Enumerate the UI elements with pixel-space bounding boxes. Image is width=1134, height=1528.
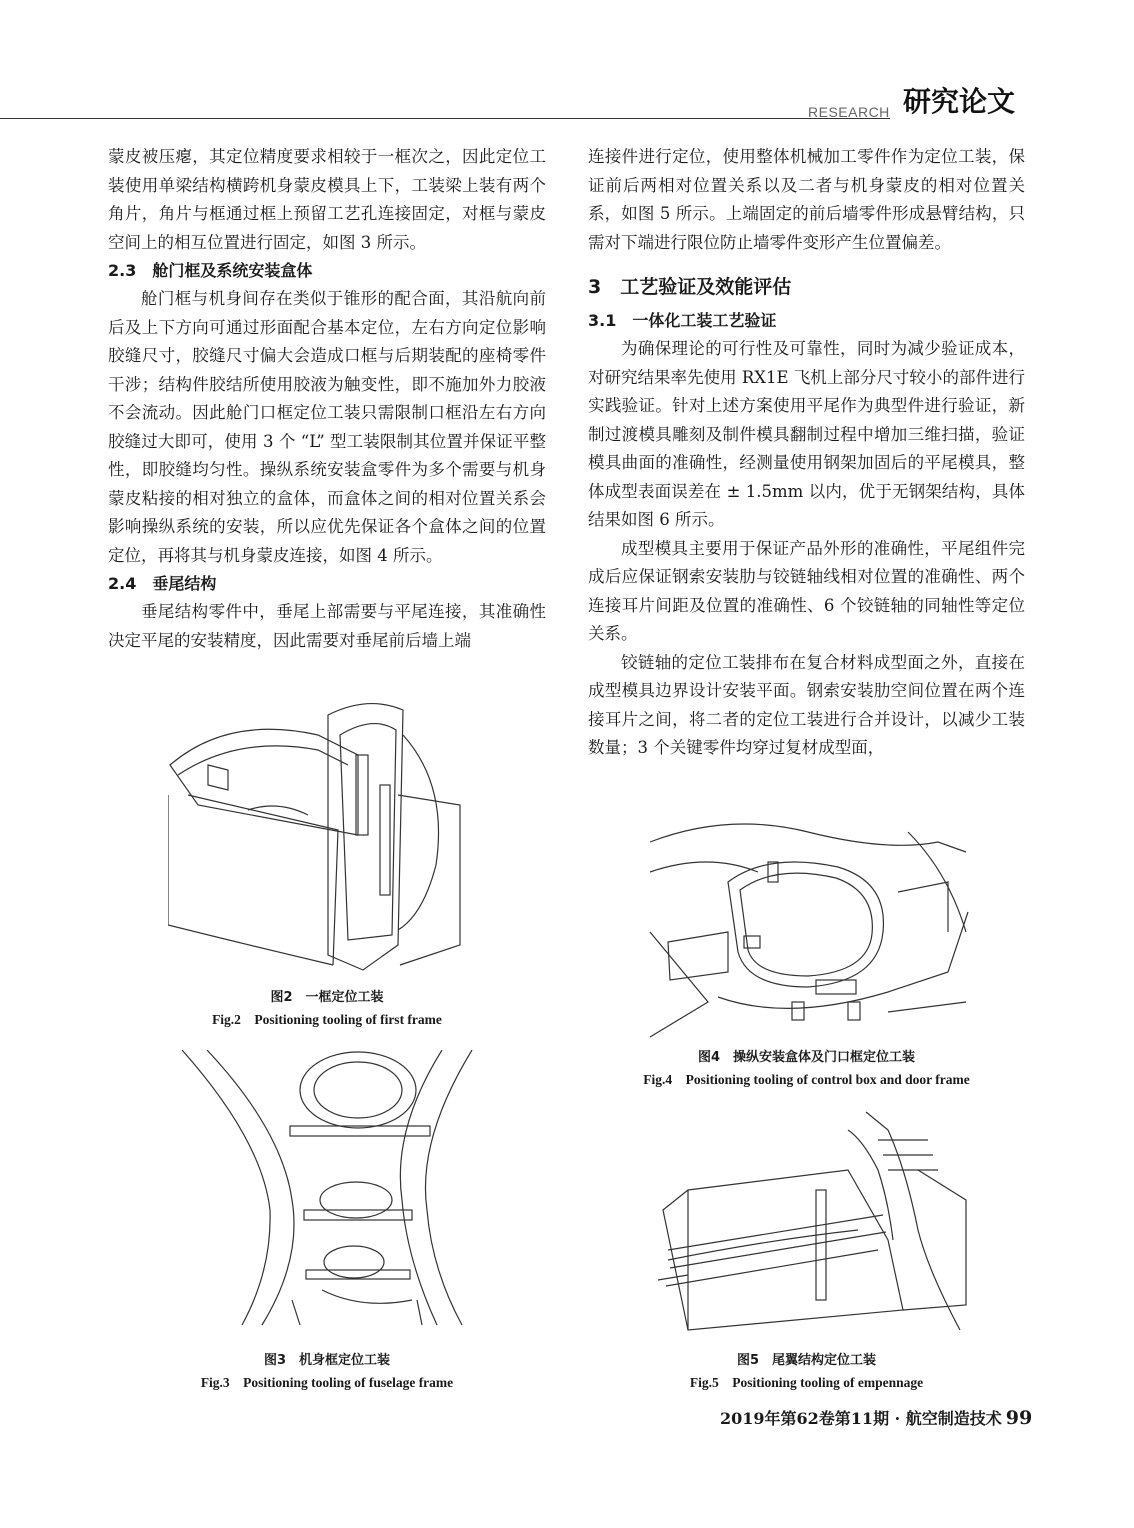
figure-2-caption-en: Fig.2 Positioning tooling of first frame (212, 1012, 442, 1027)
figure-2-drawing (168, 695, 464, 973)
figure-4-drawing (648, 812, 970, 1040)
right-column (588, 143, 1025, 763)
figure-4-caption-en: Fig.4 Positioning tooling of control box and door frame (643, 1072, 970, 1087)
figure-5-caption-cn: 图5 尾翼结构定位工装 (736, 1353, 877, 1368)
figure-3-caption-cn: 图3 机身框定位工装 (263, 1353, 391, 1368)
figure-2-caption (108, 987, 546, 1031)
right-paragraph-2: 为确保理论的可行性及可靠性，同时为减少验证成本，对研究结果率先使用 RX1E 飞机上部分尺寸较小的部件进行实践验证。针对上述方案使用平尾作为典型件进行验证，新制过渡模具雕刻及制件模具翻制过程中增加三维扫描，验证模具曲面的准确性，经测量使用钢架加固后的平尾模具，整体成型表面误差在 ± 1.5mm 以内，优于无钢架结构，具体结果如图 6 所示。 (588, 339, 1025, 529)
left-column (108, 143, 546, 655)
figure-5-caption-en: Fig.5 Positioning tooling of empennage (689, 1375, 924, 1390)
right-paragraph-3: 成型模具主要用于保证产品外形的准确性，平尾组件完成后应保证钢索安装肋与铰链轴线相对位置的准确性、两个连接耳片间距及位置的准确性、6 个铰链轴的同轴性等定位关系。 (588, 538, 1025, 643)
right-paragraph-1: 连接件进行定位，使用整体机械加工零件作为定位工装，保证前后两相对位置关系以及二者与机身蒙皮的相对位置关系，如图 5 所示。上端固定的前后墙零件形成悬臂结构，只需对下端进行限位防止墙零件变形产生位置偏差。 (588, 147, 1025, 252)
figure-2-caption-cn: 图2 一框定位工装 (270, 990, 384, 1005)
figure-5-caption (588, 1350, 1025, 1394)
figure-4-caption-cn: 图4 操纵安装盒体及门口框定位工装 (697, 1050, 916, 1065)
figure-3-caption-en: Fig.3 Positioning tooling of fuselage frame (200, 1375, 454, 1390)
heading-2-3: 2.3 舱门框及系统安装盒体 (108, 261, 313, 280)
page-number: 99 (1005, 1407, 1033, 1429)
journal-issue: 2019年第62卷第11期 · 航空制造技术 (720, 1409, 1002, 1428)
figure-3-drawing (172, 1050, 484, 1328)
left-paragraph-2: 舱门框与机身间存在类似于锥形的配合面，其沿航向前后及上下方向可通过形面配合基本定位，左右方向定位影响胶缝尺寸，胶缝尺寸偏大会造成口框与后期装配的座椅零件干涉；结构件胶结所使用胶液为触变性，即不施加外力胶液不会流动。因此舱门口框定位工装只需限制口框沿左右方向胶缝过大即可，使用 3 个 “L” 型工装限制其位置并保证平整性，即胶缝均匀性。操纵系统安装盒零件为多个需要与机身蒙皮粘接的相对独立的盒体，而盒体之间的相对位置关系会影响操纵系统的安装，所以应优先保证各个盒体之间的位置定位，再将其与机身蒙皮连接，如图 4 所示。 (108, 289, 546, 565)
left-paragraph-1: 蒙皮被压瘪，其定位精度要求相较于一框次之，因此定位工装使用单梁结构横跨机身蒙皮模具上下，工装梁上装有两个角片，角片与框通过框上预留工艺孔连接固定，对框与蒙皮空间上的相互位置进行固定，如图 3 所示。 (108, 147, 546, 252)
header-section-cn: 研究论文 (890, 80, 1028, 126)
page-footer (720, 1406, 1032, 1429)
heading-3-1: 3.1 一体化工装工艺验证 (588, 311, 777, 330)
heading-2-4: 2.4 垂尾结构 (108, 574, 217, 593)
header-section-en: RESEARCH (808, 104, 890, 120)
figure-3-caption (108, 1350, 546, 1394)
figure-5-drawing (648, 1110, 970, 1340)
right-paragraph-4: 铰链轴的定位工装排布在复合材料成型面之外，直接在成型模具边界设计安装平面。钢索安装肋空间位置在两个连接耳片之间，将二者的定位工装进行合并设计，以减少工装数量；3 个关键零件均穿过复材成型面， (588, 652, 1025, 757)
figure-4-caption (588, 1047, 1025, 1091)
heading-3: 3 工艺验证及效能评估 (588, 276, 792, 298)
left-paragraph-3: 垂尾结构零件中，垂尾上部需要与平尾连接，其准确性决定平尾的安装精度，因此需要对垂尾前后墙上端 (108, 602, 546, 650)
